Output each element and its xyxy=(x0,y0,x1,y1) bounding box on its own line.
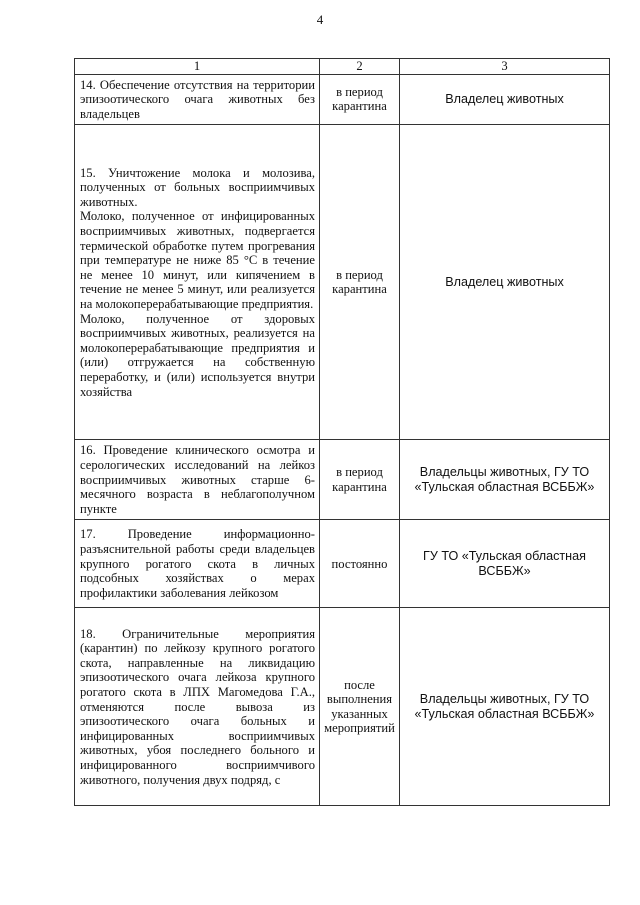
measure-responsible: Владельцы животных, ГУ ТО «Тульская областная ВСББЖ» xyxy=(400,440,610,520)
measure-period: после выполнения указанных мероприятий xyxy=(320,608,400,806)
measure-description xyxy=(75,74,320,125)
table-header-row xyxy=(75,59,610,75)
measure-description xyxy=(75,608,320,806)
measure-responsible: Владелец животных xyxy=(400,74,610,125)
measure-period: в период карантина xyxy=(320,440,400,520)
paragraph: Молоко, полученное от инфицированных восприимчивых животных, подвергается термической обработке путем прогревания при температуре не ниже 85 °С в течение не менее 10 минут, или кипячением в течение не менее 5 минут, или реализуется на молокоперерабатывающие предприятия. xyxy=(80,209,315,311)
measure-description xyxy=(75,440,320,520)
measure-responsible: Владелец животных xyxy=(400,125,610,440)
measure-description xyxy=(75,125,320,440)
measures-table xyxy=(74,58,610,806)
table-row xyxy=(75,520,610,608)
measure-period: постоянно xyxy=(320,520,400,608)
table-row xyxy=(75,608,610,806)
paragraph: 16. Проведение клинического осмотра и серологических исследований на лейкоз восприимчивых животных старше 6-месячного возраста в неблагополучном пункте xyxy=(80,443,315,516)
paragraph: 18. Ограничительные мероприятия (карантин) по лейкозу крупного рогатого скота, направленные на ликвидацию эпизоотического очага лейкоза крупного рогатого скота в ЛПХ Магомедова Г.А., отменяются после вывоза из эпизоотического очага больных и инфицированных восприимчивых животных, убоя последнего больного и инфицированного восприимчивого животного, получения двух подряд, с xyxy=(80,626,315,787)
paragraph: 15. Уничтожение молока и молозива, полученных от больных восприимчивых животных. xyxy=(80,165,315,209)
measure-period: в период карантина xyxy=(320,125,400,440)
table-row xyxy=(75,74,610,125)
paragraph: 17. Проведение информационно-разъяснительной работы среди владельцев крупного рогатого скота в личных подсобных хозяйствах о мерах профилактики заболевания лейкозом xyxy=(80,527,315,600)
paragraph: 14. Обеспечение отсутствия на территории эпизоотического очага животных без владельцев xyxy=(80,77,315,121)
measure-description xyxy=(75,520,320,608)
column-header-3: 3 xyxy=(400,59,610,75)
column-header-2: 2 xyxy=(320,59,400,75)
page-number: 4 xyxy=(316,12,324,27)
table-row xyxy=(75,440,610,520)
column-header-1: 1 xyxy=(75,59,320,75)
measure-period: в период карантина xyxy=(320,74,400,125)
paragraph: Молоко, полученное от здоровых восприимчивых животных, реализуется на молокоперерабатывающие предприятия и (или) отгружается на собственную переработку, и (или) используется внутри хозяйства xyxy=(80,311,315,399)
measure-responsible: ГУ ТО «Тульская областная ВСББЖ» xyxy=(400,520,610,608)
measure-responsible: Владельцы животных, ГУ ТО «Тульская областная ВСББЖ» xyxy=(400,608,610,806)
table-row xyxy=(75,125,610,440)
